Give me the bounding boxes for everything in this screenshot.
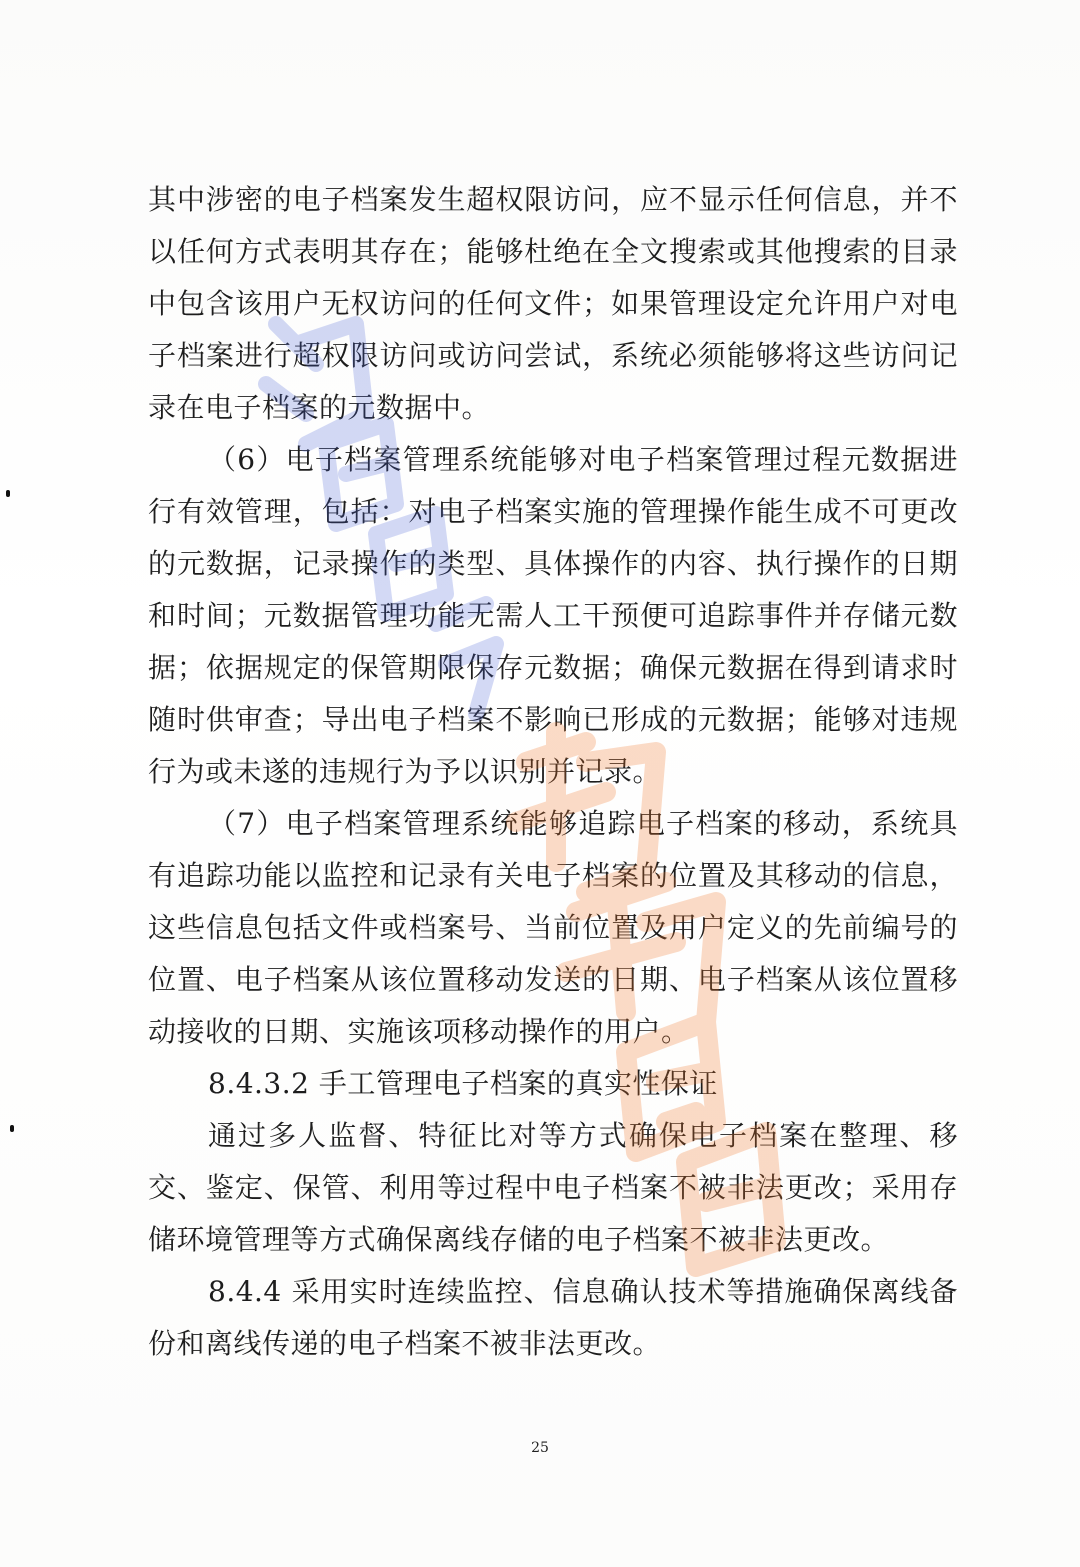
paragraph-1: 其中涉密的电子档案发生超权限访问，应不显示任何信息，并不以任何方式表明其存在；能够杜绝在全文搜索或其他搜索的目录中包含该用户无权访问的任何文件；如果管理设定允许用户对电子档案进行超权限访问或访问尝试，系统必须能够将这些访问记录在电子档案的元数据中。 <box>148 183 958 424</box>
page-number: 25 <box>531 1440 549 1456</box>
scan-speck-1 <box>6 490 10 497</box>
scan-speck-2 <box>10 1125 14 1132</box>
paragraph-2: （6）电子档案管理系统能够对电子档案管理过程元数据进行有效管理，包括：对电子档案实施的管理操作能生成不可更改的元数据，记录操作的类型、具体操作的内容、执行操作的日期和时间；元数据管理功能无需人工干预便可追踪事件并存储元数据；依据规定的保管期限保存元数据；确保元数据在得到请求时随时供审查；导出电子档案不影响已形成的元数据；能够对违规行为或未遂的违规行为予以识别并记录。 <box>148 443 958 788</box>
paragraph-5: 8.4.4 采用实时连续监控、信息确认技术等措施确保离线备份和离线传递的电子档案不被非法更改。 <box>148 1275 958 1360</box>
paragraph-3: （7）电子档案管理系统能够追踪电子档案的移动，系统具有追踪功能以监控和记录有关电子档案的位置及其移动的信息，这些信息包括文件或档案号、当前位置及用户定义的先前编号的位置、电子档案从该位置移动发送的日期、电子档案从该位置移动接收的日期、实施该项移动操作的用户。 <box>148 807 958 1048</box>
section-heading-8-4-3-2: 8.4.3.2 手工管理电子档案的真实性保证 <box>208 1067 718 1100</box>
paragraph-4: 通过多人监督、特征比对等方式确保电子档案在整理、移交、鉴定、保管、利用等过程中电子档案不被非法更改；采用存储环境管理等方式确保离线存储的电子档案不被非法更改。 <box>148 1119 958 1256</box>
body-text <box>148 174 958 1370</box>
